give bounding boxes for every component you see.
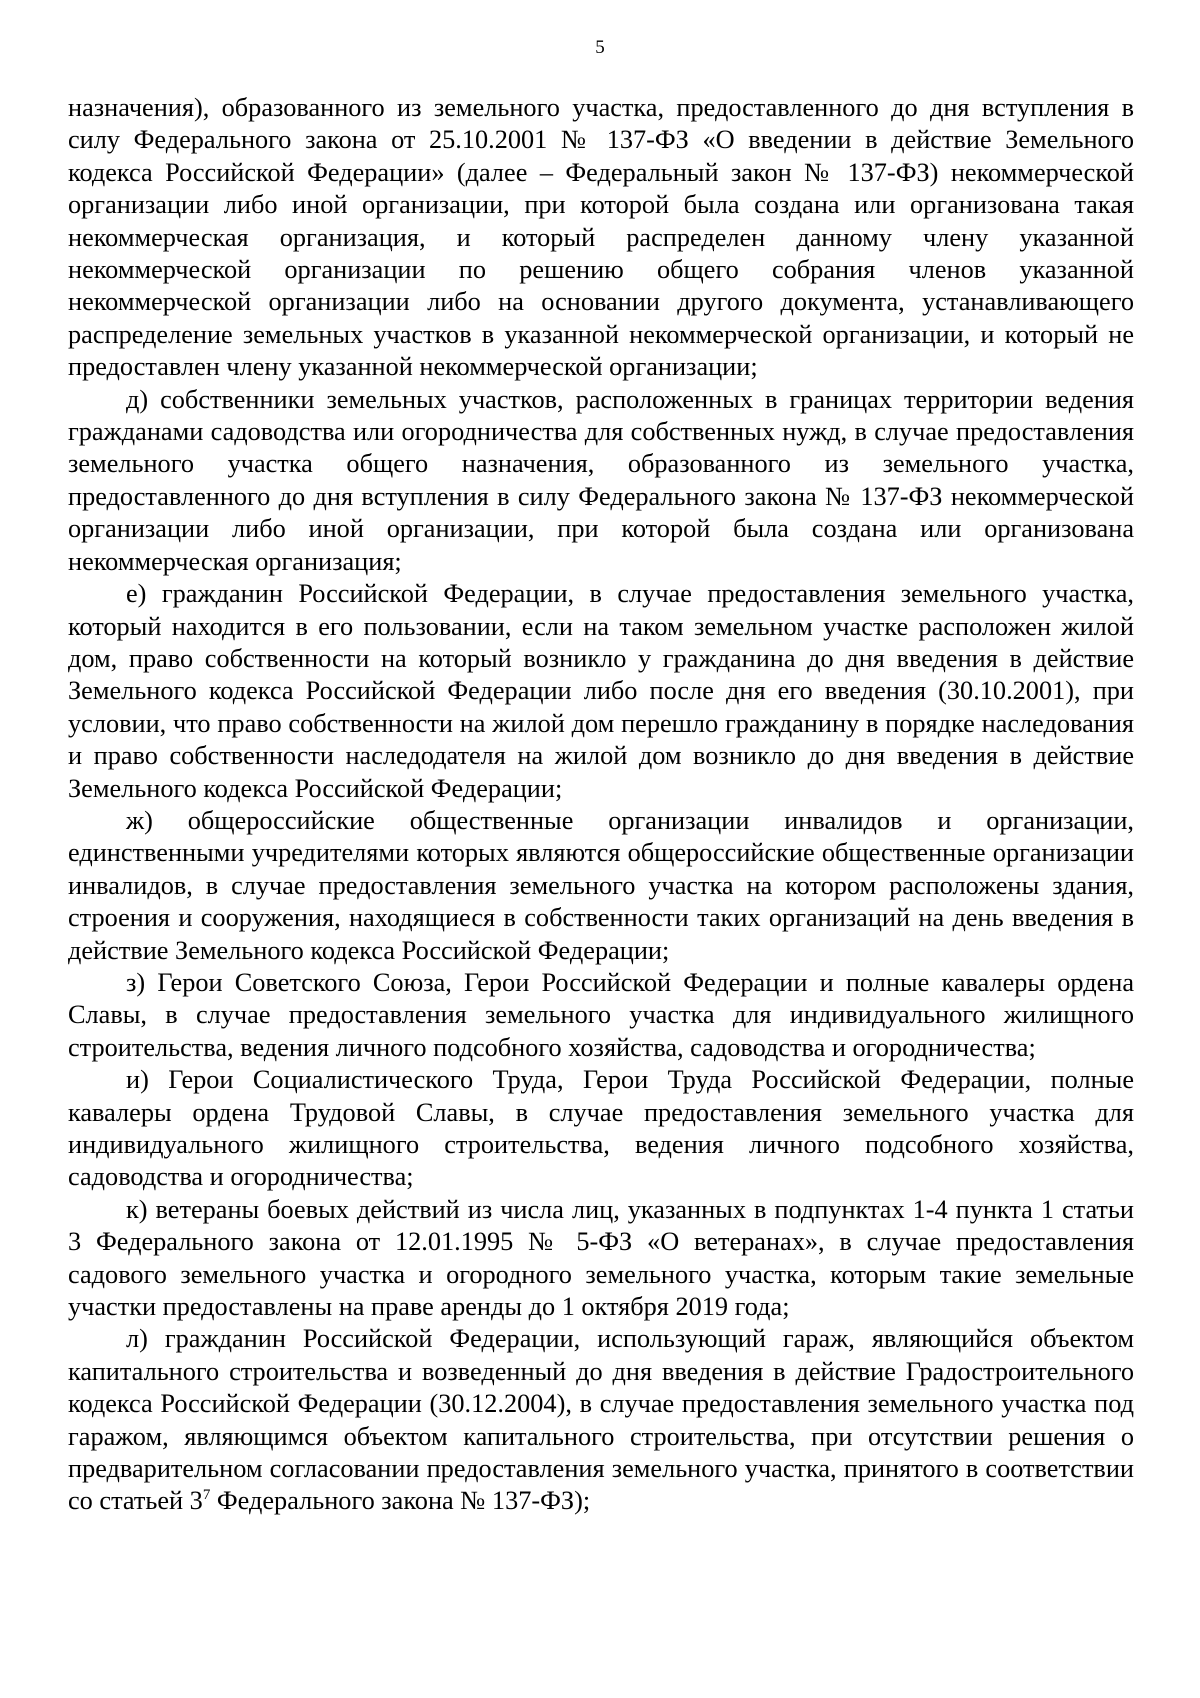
paragraph-l-text: л) гражданин Российской Федерации, использующий гараж, являющийся объектом капитального строительства и возведенный до дня введения в действие Градостроительного кодекса Российской Федерации (30.12.2004), в случае предоставления земельного участка под гаражом, являющимся объектом капитального строительства, при отсутствии решения о предварительном согласовании предоставления земельного участка, принятого в соответствии со статьей 3: [68, 1324, 1134, 1516]
paragraph-z: з) Герои Советского Союза, Герои Российской Федерации и полные кавалеры ордена Славы, в случае предоставления земельного участка для индивидуального жилищного строительства, ведения личного подсобного хозяйства, садоводства и огородничества;: [68, 967, 1134, 1062]
paragraph-k: к) ветераны боевых действий из числа лиц, указанных в подпунктах 1-4 пункта 1 статьи 3 Федерального закона от 12.01.1995 № 5-ФЗ «О ветеранах», в случае предоставления садового земельного участка и огородного земельного участка, которым такие земельные участки предоставлены на праве аренды до 1 октября 2019 года;: [68, 1194, 1134, 1322]
paragraph-e: е) гражданин Российской Федерации, в случае предоставления земельного участка, который находится в его пользовании, если на таком земельном участке расположен жилой дом, право собственности на который возникло у гражданина до дня введения в действие Земельного кодекса Российской Федерации либо после дня его введения (30.10.2001), при условии, что право собственности на жилой дом перешло гражданину в порядке наследования и право собственности наследодателя на жилой дом возникло до дня введения в действие Земельного кодекса Российской Федерации;: [68, 579, 1134, 803]
paragraph-l-tail: Федерального закона № 137-ФЗ);: [210, 1486, 591, 1516]
paragraph-zh: ж) общероссийские общественные организации инвалидов и организации, единственными учредителями которых являются общероссийские общественные организации инвалидов, в случае предоставления земельного участка на котором расположены здания, строения и сооружения, находящиеся в собственности таких организаций на день введения в действие Земельного кодекса Российской Федерации;: [68, 805, 1134, 965]
page-number: 5: [595, 37, 605, 58]
paragraph-d: д) собственники земельных участков, расположенных в границах территории ведения гражданами садоводства или огородничества для собственных нужд, в случае предоставления земельного участка общего назначения, образованного из земельного участка, предоставленного до дня вступления в силу Федерального закона № 137-ФЗ некоммерческой организации либо иной организации, при которой была создана или организована некоммерческая организация;: [68, 384, 1134, 576]
paragraph-l: [68, 1323, 1134, 1517]
paragraph-i: и) Герои Социалистического Труда, Герои Труда Российской Федерации, полные кавалеры ордена Трудовой Славы, в случае предоставления земельного участка для индивидуального жилищного строительства, ведения личного подсобного хозяйства, садоводства и огородничества;: [68, 1065, 1134, 1192]
paragraph-continuation: назначения), образованного из земельного участка, предоставленного до дня вступления в силу Федерального закона от 25.10.2001 № 137-ФЗ «О введении в действие Земельного кодекса Российской Федерации» (далее – Федеральный закон № 137-ФЗ) некоммерческой организации либо иной организации, при которой была создана или организована такая некоммерческая организация, и который распределен данному члену указанной некоммерческой организации по решению общего собрания членов указанной некоммерческой организации либо на основании другого документа, устанавливающего распределение земельных участков в указанной некоммерческой организации, и который не предоставлен члену указанной некоммерческой организации;: [68, 93, 1134, 382]
document-body: [68, 92, 1134, 1518]
article-superscript: 7: [202, 1487, 211, 1504]
